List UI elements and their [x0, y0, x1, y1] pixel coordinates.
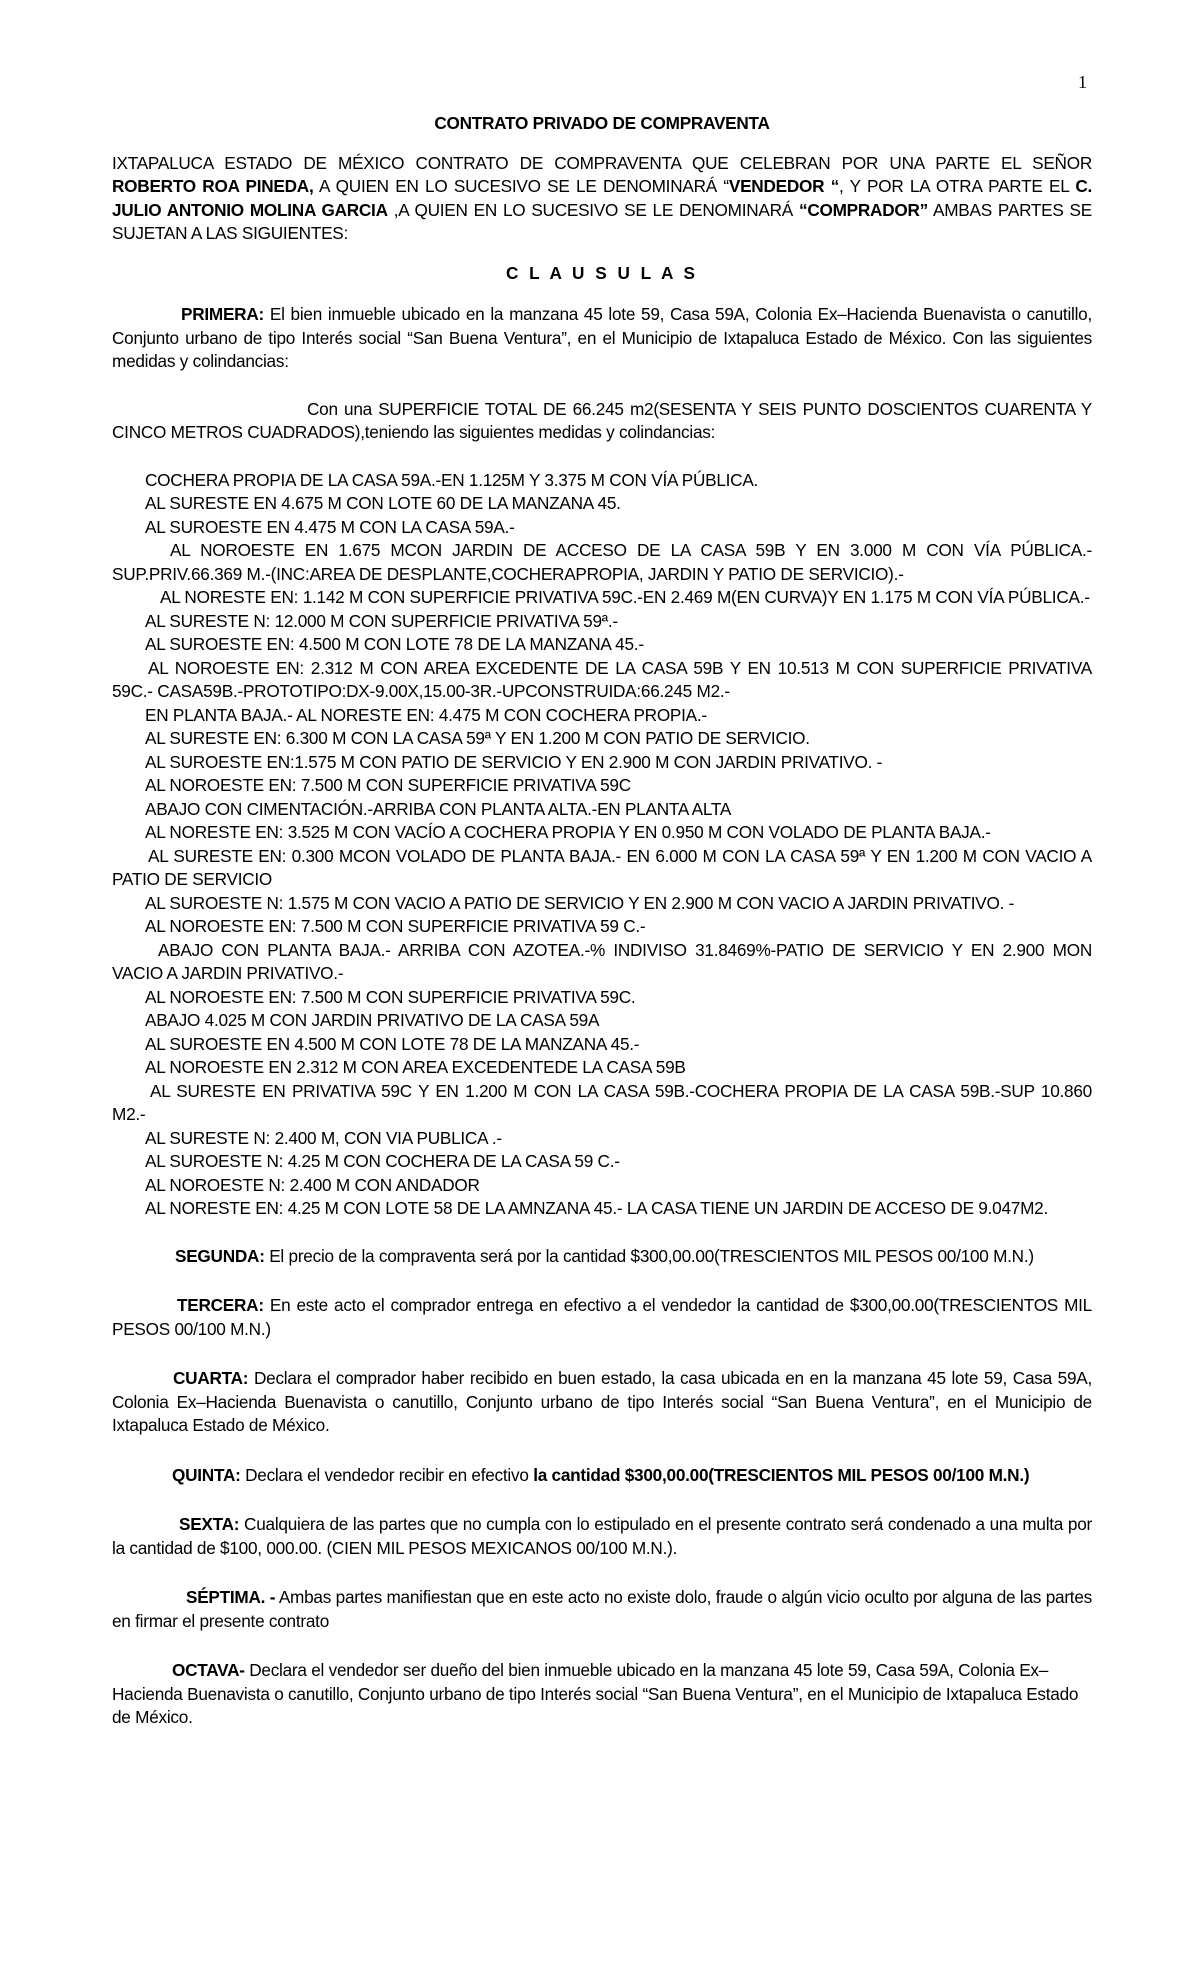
measurement-line: AL SURESTE EN: 0.300 MCON VOLADO DE PLANTA BAJA.- EN 6.000 M CON LA CASA 59ª Y EN 1.200 M CON VACIO A PATIO DE SERVICIO	[112, 845, 1092, 889]
intro-text: , Y POR LA OTRA PARTE EL	[839, 176, 1076, 196]
clausulas-heading: C L A U S U L A S	[505, 262, 698, 283]
intro-text: ,A QUIEN EN LO SUCESIVO SE LE DENOMINARÁ	[387, 199, 799, 220]
clause-text: El precio de la compraventa será por la cantidad $300,00.00(TRESCIENTOS MIL PESOS 00/100 M.N.)	[264, 1245, 1034, 1266]
measurement-line: AL SUROESTE EN 4.500 M CON LOTE 78 DE LA MANZANA 45.-	[145, 1033, 640, 1054]
superficie-paragraph: Con una SUPERFICIE TOTAL DE 66.245 m2(SESENTA Y SEIS PUNTO DOSCIENTOS CUARENTA Y CINCO METROS CUADRADOS),teniendo las siguientes medidas y colindancias:	[112, 398, 1092, 442]
measurement-line: AL NORESTE EN: 4.25 M CON LOTE 58 DE LA AMNZANA 45.- LA CASA TIENE UN JARDIN DE ACCESO DE 9.047M2.	[145, 1198, 1048, 1218]
measurement-line: COCHERA PROPIA DE LA CASA 59A.-EN 1.125M Y 3.375 M CON VÍA PÚBLICA.	[145, 469, 759, 490]
measurement-line: AL SUROESTE EN 4.475 M CON LA CASA 59A.-	[145, 516, 515, 537]
clause-label: SEXTA:	[179, 1514, 240, 1534]
clause-bold-text: la cantidad $300,00.00(TRESCIENTOS MIL PESOS 00/100 M.N.)	[533, 1464, 1030, 1485]
clause-segunda	[112, 1245, 1092, 1269]
clause-cuarta	[112, 1367, 1092, 1438]
clause-text: Declara el comprador haber recibido en buen estado, la casa ubicada en en la manzana 45 lote 59, Casa 59A, Colonia Ex–Hacienda Buenavista o canutillo, Conjunto urbano de tipo Interés social “San Buena Ventura”, en el Municipio de Ixtapaluca Estado de México.	[112, 1368, 1092, 1435]
measurement-line: ABAJO 4.025 M CON JARDIN PRIVATIVO DE LA CASA 59A	[145, 1010, 600, 1030]
measurement-line: ABAJO CON CIMENTACIÓN.-ARRIBA CON PLANTA ALTA.-EN PLANTA ALTA	[145, 798, 732, 819]
measurement-line: AL SUROESTE N: 1.575 M CON VACIO A PATIO DE SERVICIO Y EN 2.900 M CON VACIO A JARDIN PRIVATIVO. -	[145, 892, 1015, 913]
measurement-line: AL SURESTE EN PRIVATIVA 59C Y EN 1.200 M CON LA CASA 59B.-COCHERA PROPIA DE LA CASA 59B.-SUP 10.860 M2.-	[112, 1080, 1092, 1124]
measurement-line: AL NORESTE EN: 3.525 M CON VACÍO A COCHERA PROPIA Y EN 0.950 M CON VOLADO DE PLANTA BAJA.-	[145, 822, 991, 842]
measurement-line: AL NORESTE EN: 1.142 M CON SUPERFICIE PRIVATIVA 59C.-EN 2.469 M(EN CURVA)Y EN 1.175 M CON VÍA PÚBLICA.-	[160, 587, 1090, 607]
clause-label: PRIMERA:	[181, 304, 264, 324]
intro-text: A QUIEN EN LO SUCESIVO SE LE DENOMINARÁ “	[313, 176, 729, 196]
clause-label: SEGUNDA:	[175, 1245, 265, 1266]
clause-text: En este acto el comprador entrega en efectivo a el vendedor la cantidad de $300,00.00(TRESCIENTOS MIL PESOS 00/100 M.N.)	[112, 1295, 1092, 1339]
contract-body	[112, 112, 1092, 1756]
page-number: 1	[1078, 72, 1087, 92]
measurement-line: AL SUROESTE N: 4.25 M CON COCHERA DE LA CASA 59 C.-	[145, 1151, 620, 1171]
measurement-line: AL SURESTE N: 2.400 M, CON VIA PUBLICA .-	[145, 1127, 502, 1148]
measurement-line: AL NOROESTE EN 2.312 M CON AREA EXCEDENTEDE LA CASA 59B	[145, 1057, 686, 1077]
clause-primera	[112, 303, 1092, 374]
measurements-list	[112, 469, 1092, 1221]
clause-octava	[112, 1659, 1092, 1730]
measurement-line: AL NOROESTE N: 2.400 M CON ANDADOR	[145, 1174, 480, 1195]
measurement-line: ABAJO CON PLANTA BAJA.- ARRIBA CON AZOTEA.-% INDIVISO 31.8469%-PATIO DE SERVICIO Y EN 2.900 MON VACIO A JARDIN PRIVATIVO.-	[112, 939, 1092, 983]
seller-name: ROBERTO ROA PINEDA,	[112, 176, 314, 196]
clause-label: QUINTA:	[172, 1464, 241, 1485]
clause-label: CUARTA:	[173, 1368, 249, 1388]
clause-text: Ambas partes manifiestan que en este acto no existe dolo, fraude o algún vicio oculto por alguna de las partes en firmar el presente contrato	[112, 1587, 1092, 1631]
measurement-line: EN PLANTA BAJA.- AL NORESTE EN: 4.475 M CON COCHERA PROPIA.-	[145, 704, 707, 725]
clause-sexta	[112, 1513, 1092, 1560]
clause-text: Declara el vendedor ser dueño del bien inmueble ubicado en la manzana 45 lote 59, Casa 59A, Colonia Ex–Hacienda Buenavista o canutillo, Conjunto urbano de tipo Interés social “San Buena Ventura”, en el Municipio de Ixtapaluca Estado de México.	[112, 1660, 1079, 1727]
clause-label: TERCERA:	[177, 1295, 264, 1315]
clause-label: SÉPTIMA. -	[186, 1587, 276, 1607]
measurement-line: AL SURESTE N: 12.000 M CON SUPERFICIE PRIVATIVA 59ª.-	[145, 610, 618, 631]
clause-septima	[112, 1586, 1092, 1633]
measurement-line: AL NOROESTE EN: 7.500 M CON SUPERFICIE PRIVATIVA 59C	[145, 775, 631, 795]
measurement-line: AL NOROESTE EN: 7.500 M CON SUPERFICIE PRIVATIVA 59C.	[145, 986, 636, 1007]
intro-paragraph	[112, 152, 1092, 246]
seller-label: VENDEDOR “	[728, 176, 840, 196]
intro-text: IXTAPALUCA ESTADO DE MÉXICO CONTRATO DE COMPRAVENTA QUE CELEBRAN POR UNA PARTE EL SEÑOR	[112, 152, 1092, 173]
measurement-line: AL SURESTE EN: 6.300 M CON LA CASA 59ª Y EN 1.200 M CON PATIO DE SERVICIO.	[145, 728, 810, 748]
measurement-line: AL SURESTE EN 4.675 M CON LOTE 60 DE LA MANZANA 45.	[145, 493, 621, 513]
measurement-line: AL NOROESTE EN: 2.312 M CON AREA EXCEDENTE DE LA CASA 59B Y EN 10.513 M CON SUPERFICIE PRIVATIVA 59C.- CASA59B.-PROTOTIPO:DX-9.00X,15.00-3R.-UPCONSTRUIDA:66.245 M2.-	[112, 657, 1092, 701]
measurement-line: AL NOROESTE EN: 7.500 M CON SUPERFICIE PRIVATIVA 59 C.-	[145, 916, 646, 936]
measurement-line: AL SUROESTE EN:1.575 M CON PATIO DE SERVICIO Y EN 2.900 M CON JARDIN PRIVATIVO. -	[145, 751, 883, 772]
page-title: CONTRATO PRIVADO DE COMPRAVENTA	[434, 113, 770, 133]
clause-quinta	[112, 1464, 1092, 1488]
clause-label: OCTAVA-	[172, 1660, 245, 1680]
clause-text: Declara el vendedor recibir en efectivo	[240, 1464, 534, 1485]
clause-tercera	[112, 1294, 1092, 1341]
intro-text: AMBAS PARTES SE SUJETAN A LAS SIGUIENTES:	[112, 199, 1092, 243]
buyer-name: C. JULIO ANTONIO MOLINA GARCIA	[112, 176, 1093, 220]
measurement-line: AL NOROESTE EN 1.675 MCON JARDIN DE ACCESO DE LA CASA 59B Y EN 3.000 M CON VÍA PÚBLICA.- SUP.PRIV.66.369 M.-(INC:AREA DE DESPLANTE,COCHERAPROPIA, JARDIN Y PATIO DE SERVICIO).-	[112, 540, 1092, 584]
clause-text: Cualquiera de las partes que no cumpla con lo estipulado en el presente contrato será condenado a una multa por la cantidad de $100, 000.00. (CIEN MIL PESOS MEXICANOS 00/100 M.N.).	[112, 1514, 1092, 1558]
clause-text: El bien inmueble ubicado en la manzana 45 lote 59, Casa 59A, Colonia Ex–Hacienda Buenavista o canutillo, Conjunto urbano de tipo Interés social “San Buena Ventura”, en el Municipio de Ixtapaluca Estado de México. Con las siguientes medidas y colindancias:	[112, 304, 1092, 371]
measurement-line: AL SUROESTE EN: 4.500 M CON LOTE 78 DE LA MANZANA 45.-	[145, 634, 644, 654]
buyer-label: “COMPRADOR”	[798, 199, 929, 220]
